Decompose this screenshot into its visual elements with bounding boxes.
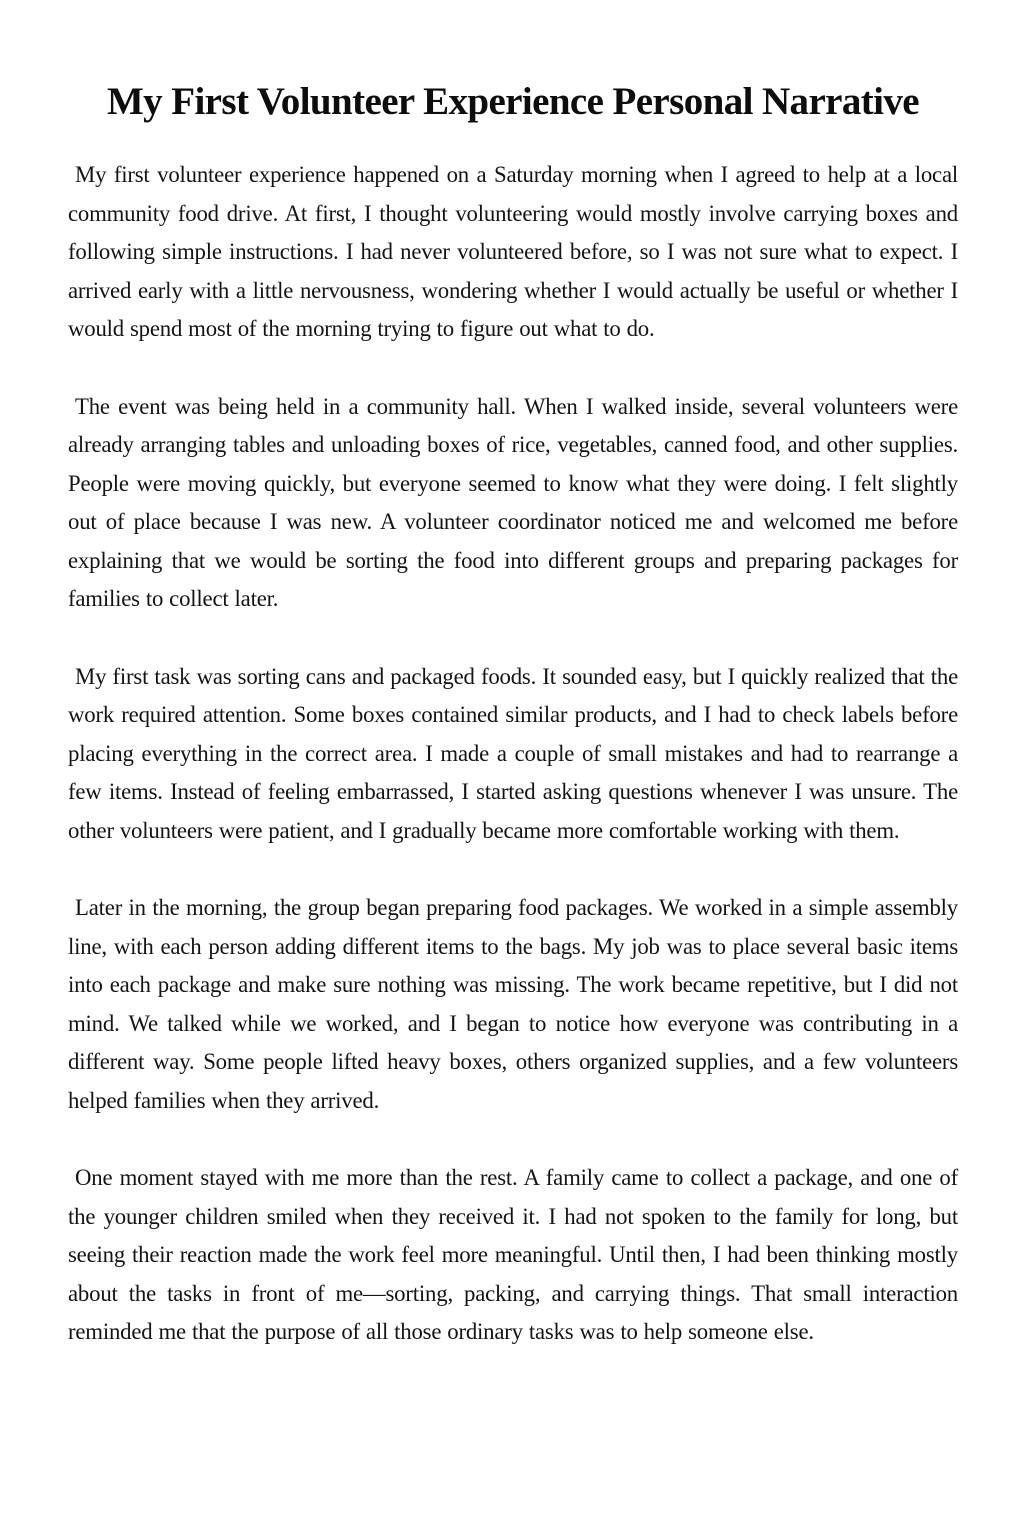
document-body bbox=[68, 156, 958, 1352]
paragraph-5: One moment stayed with me more than the rest. A family came to collect a package, and one of the younger children smiled when they received it. I had not spoken to the family for long, but seeing their reaction made the work feel more meaningful. Until then, I had been thinking mostly about the tasks in front of me—sorting, packing, and carrying things. That small interaction reminded me that the purpose of all those ordinary tasks was to help someone else. bbox=[68, 1165, 958, 1344]
paragraph-4: Later in the morning, the group began preparing food packages. We worked in a simple assembly line, with each person adding different items to the bags. My job was to place several basic items into each package and make sure nothing was missing. The work became repetitive, but I did not mind. We talked while we worked, and I began to notice how everyone was contributing in a different way. Some people lifted heavy boxes, others organized supplies, and a few volunteers helped families when they arrived. bbox=[68, 895, 958, 1113]
paragraph-3: My first task was sorting cans and packaged foods. It sounded easy, but I quickly realized that the work required attention. Some boxes contained similar products, and I had to check labels before placing everything in the correct area. I made a couple of small mistakes and had to rearrange a few items. Instead of feeling embarrassed, I started asking questions whenever I was unsure. The other volunteers were patient, and I gradually became more comfortable working with them. bbox=[68, 663, 958, 843]
document-title: My First Volunteer Experience Personal Narrative bbox=[106, 80, 920, 123]
paragraph-2: The event was being held in a community hall. When I walked inside, several volunteers were already arranging tables and unloading boxes of rice, vegetables, canned food, and other supplies. People were moving quickly, but everyone seemed to know what they were doing. I felt slightly out of place because I was new. A volunteer coordinator noticed me and welcomed me before explaining that we would be sorting the food into different groups and preparing packages for families to collect later. bbox=[68, 393, 958, 611]
paragraph-1: My first volunteer experience happened on a Saturday morning when I agreed to help at a local community food drive. At first, I thought volunteering would mostly involve carrying boxes and following simple instructions. I had never volunteered before, so I was not sure what to expect. I arrived early with a little nervousness, wondering whether I would actually be useful or whether I would spend most of the morning trying to figure out what to do. bbox=[68, 162, 958, 341]
